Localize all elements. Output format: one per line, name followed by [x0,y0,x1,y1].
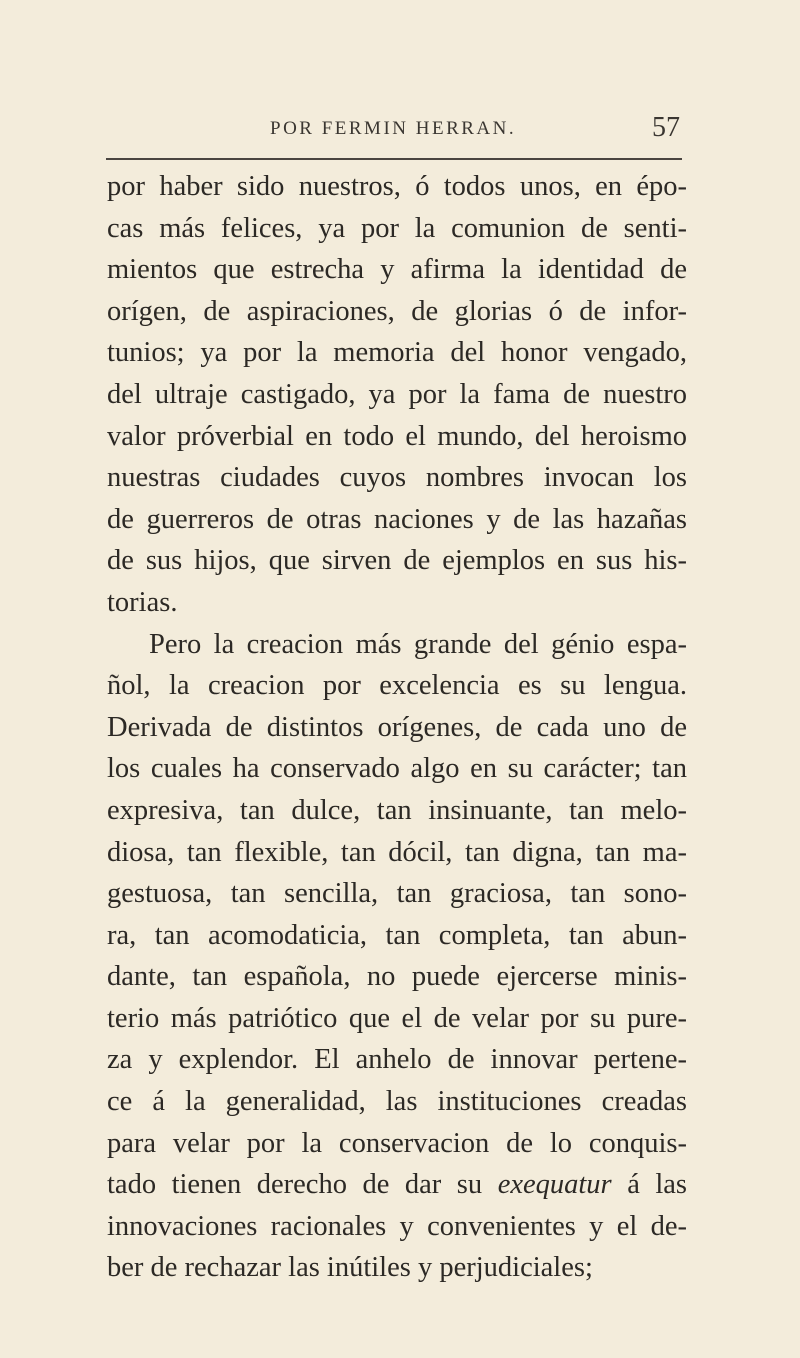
text-line: Pero la creacion más grande del génio espa- [149,628,687,660]
text-line: mientos que estrecha y afirma la identidad de [107,254,687,286]
text-line: ber de rechazar las inútiles y perjudiciales; [107,1252,593,1284]
page-number: 57 [652,112,680,143]
text-line: terio más patriótico que el de velar por su pure- [107,1002,687,1034]
text-line: tunios; ya por la memoria del honor vengado, [107,337,687,369]
running-title: POR FERMIN HERRAN. [270,118,517,139]
text-line: ra, tan acomodaticia, tan completa, tan abun- [107,919,687,951]
italic-term: exequatur [497,1169,612,1201]
text-line: expresiva, tan dulce, tan insinuante, tan melo- [107,794,687,826]
text-line: diosa, tan flexible, tan dócil, tan digna, tan ma- [107,836,687,868]
text-segment: á las [627,1169,688,1201]
text-line: para velar por la conservacion de lo conquis- [107,1127,687,1159]
header-rule [106,158,682,160]
text-line: cas más felices, ya por la comunion de senti- [107,212,687,244]
text-line: gestuosa, tan sencilla, tan graciosa, tan sono- [107,878,687,910]
text-line: orígen, de aspiraciones, de glorias ó de infor- [107,295,687,327]
text-line: de sus hijos, que sirven de ejemplos en sus his- [107,545,687,577]
text-line: Derivada de distintos orígenes, de cada uno de [107,711,687,743]
text-segment: tado tienen derecho de dar su [107,1169,483,1201]
text-line: innovaciones racionales y convenientes y el de- [107,1210,687,1242]
text-line: za y explendor. El anhelo de innovar pertene- [107,1044,687,1076]
text-line: ñol, la creacion por excelencia es su lengua. [107,670,687,702]
text-line: por haber sido nuestros, ó todos unos, en épo- [107,171,687,202]
text-line: nuestras ciudades cuyos nombres invocan los [107,462,687,494]
text-line: los cuales ha conservado algo en su carácter; tan [107,753,687,785]
text-line: valor próverbial en todo el mundo, del heroismo [107,420,687,452]
body-text [107,166,687,1289]
text-line: dante, tan española, no puede ejercerse minis- [107,961,687,993]
text-line: torias. [107,586,178,618]
text-line: ce á la generalidad, las instituciones creadas [107,1086,687,1118]
text-line: de guerreros de otras naciones y de las hazañas [107,503,687,535]
text-line-with-italic [107,1164,687,1206]
running-head [110,112,680,148]
text-line: del ultraje castigado, ya por la fama de nuestro [107,378,687,410]
